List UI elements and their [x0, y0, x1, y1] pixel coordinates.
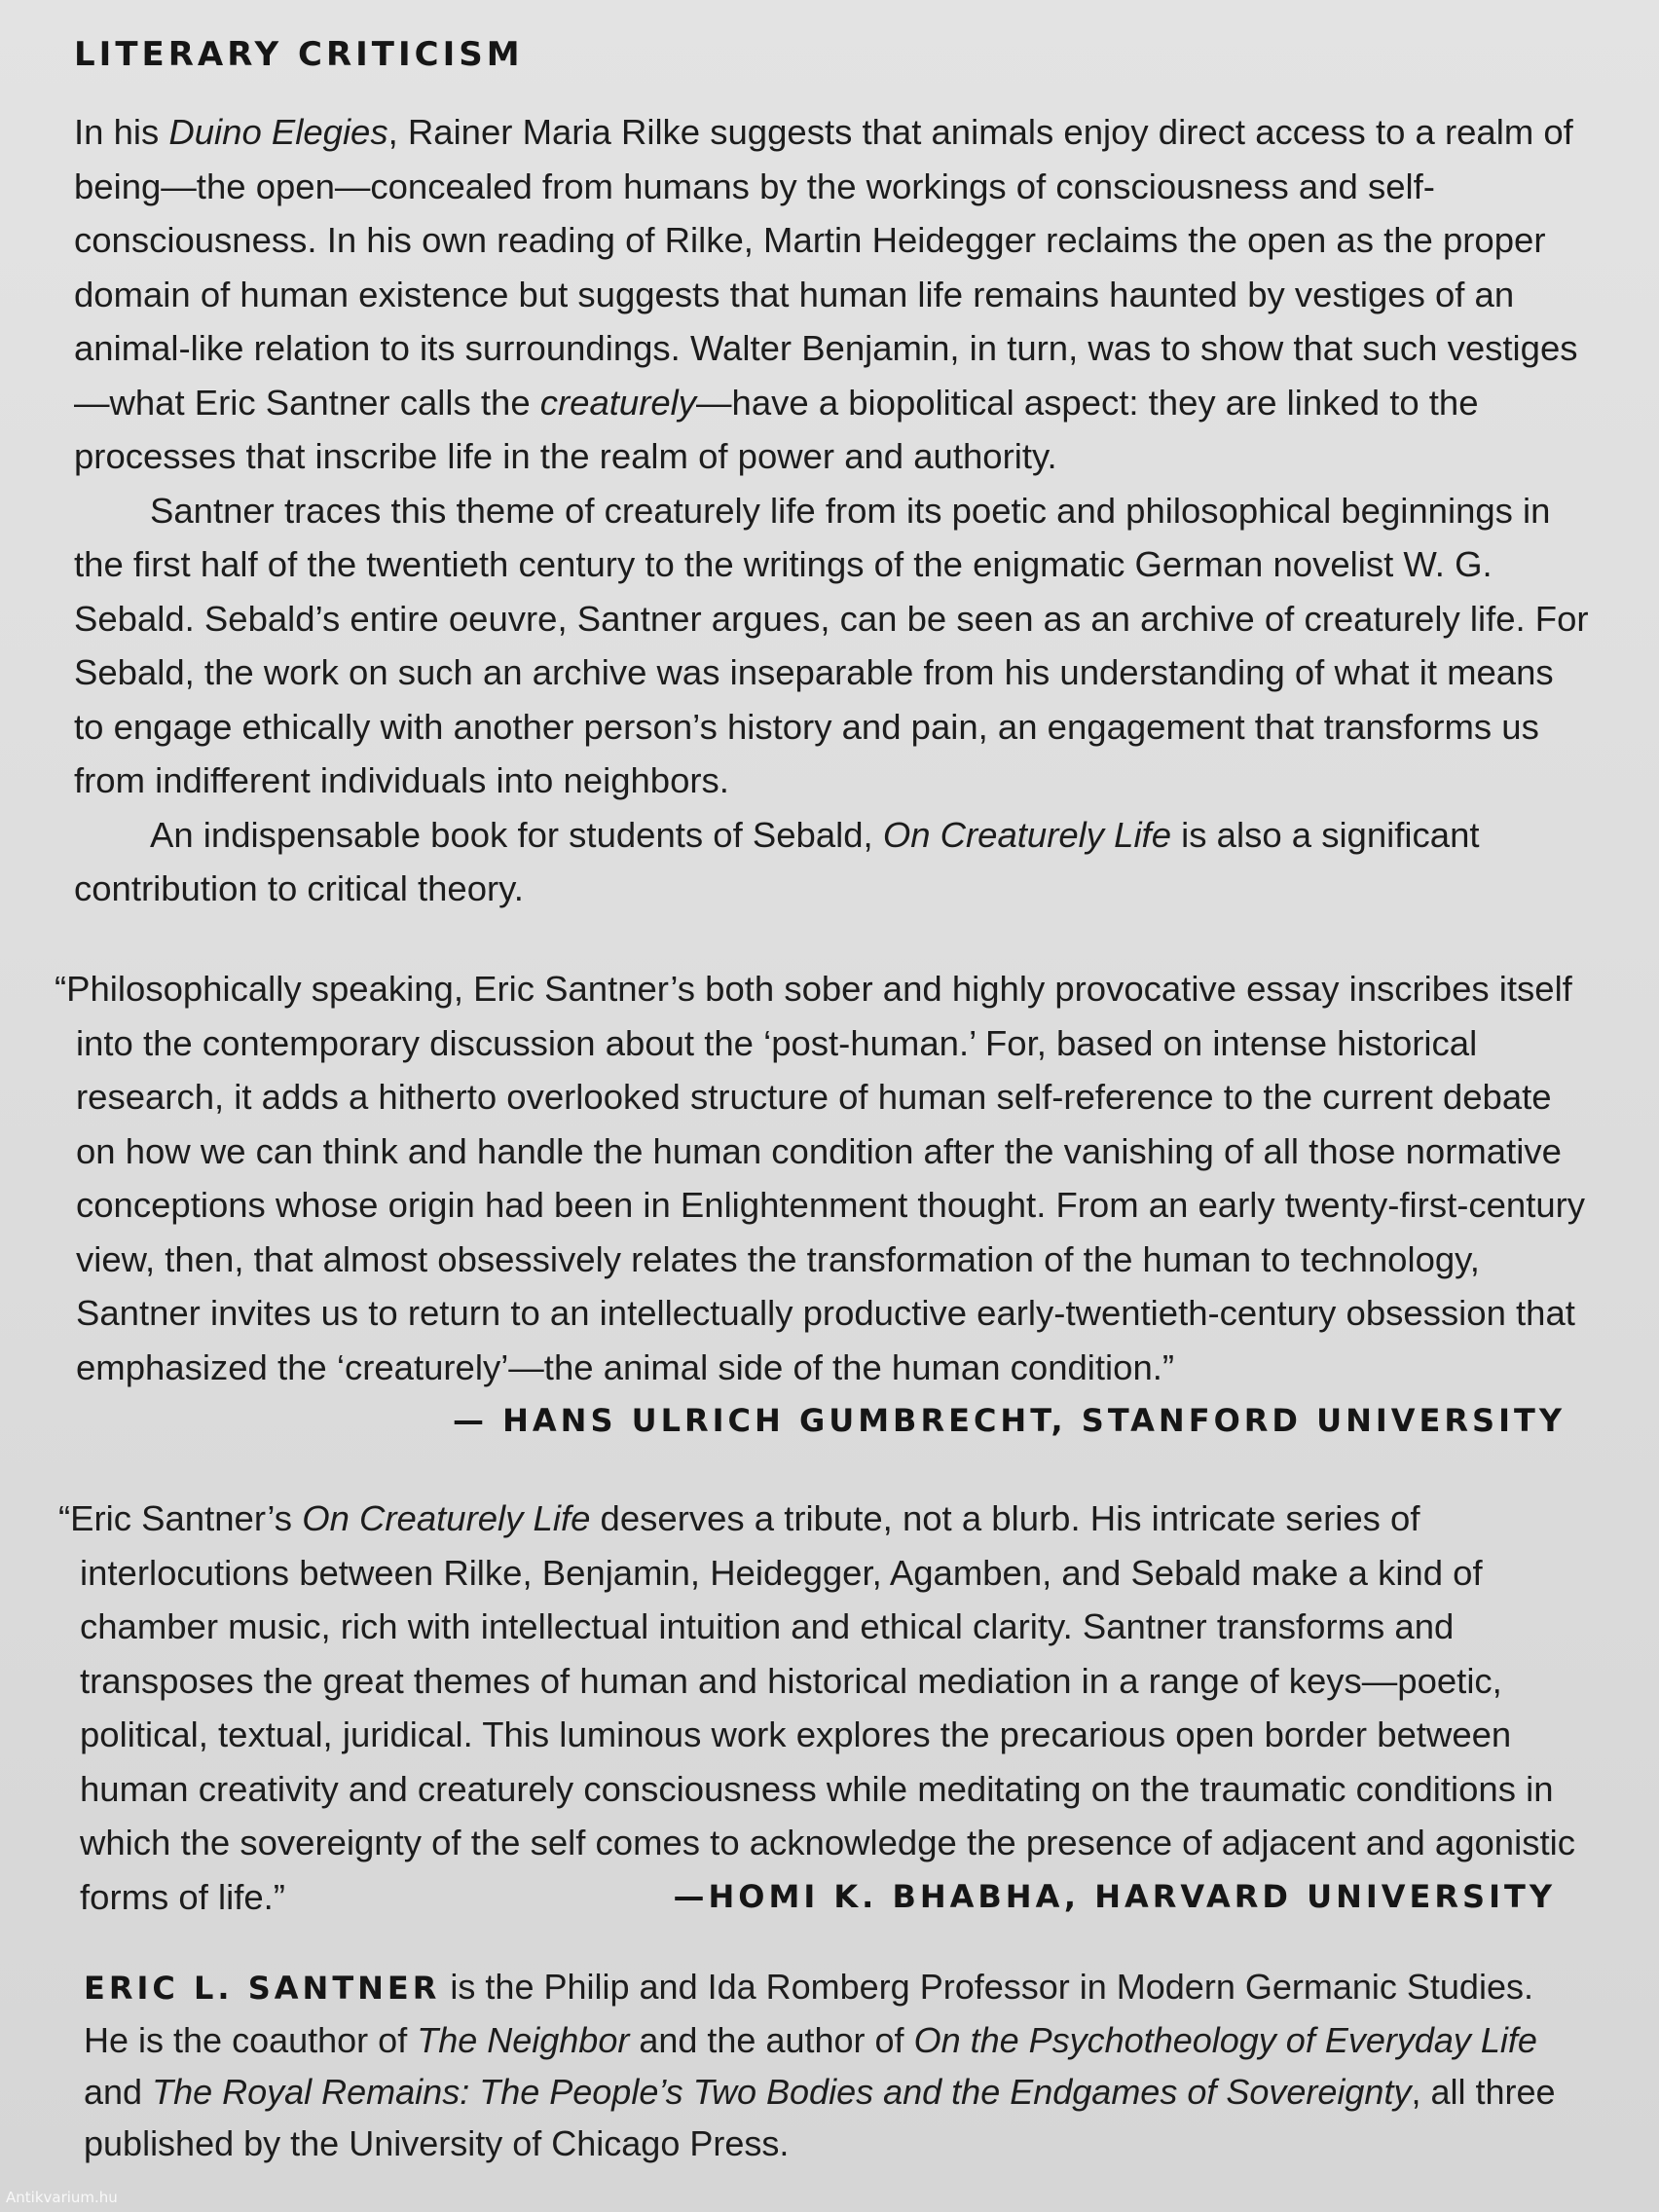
title-on-creaturely-life: On Creaturely Life [302, 1498, 591, 1538]
blurb-gumbrecht [55, 962, 1593, 1449]
title-duino-elegies: Duino Elegies [168, 112, 388, 152]
title-the-neighbor: The Neighbor [417, 2020, 630, 2060]
synopsis-paragraph-3: An indispensable book for students of Sebald, On Creaturely Life is also a significant contribution to critical theory. [74, 814, 1480, 908]
author-name: ERIC L. SANTNER [84, 1970, 441, 2007]
synopsis-paragraph-1: In his Duino Elegies, Rainer Maria Rilke suggests that animals enjoy direct access to a realm of being—the open—concealed from humans by the workings of consciousness and self-consciousness. In his own reading of Rilke, Martin Heidegger reclaims the open as the proper domain of human existence but suggests that human life remains haunted by vestiges of an animal-like relation to its surroundings. Walter Benjamin, in turn, was to show that such vestiges—what Eric Santner calls the creaturely—have a biopolitical aspect: they are linked to the processes that inscribe life in the realm of power and authority. [74, 112, 1578, 476]
synopsis [74, 105, 1593, 916]
term-creaturely: creaturely [539, 382, 697, 423]
category-heading: LITERARY CRITICISM [74, 35, 524, 74]
blurb-bhabha-attribution: —HOMI K. BHABHA, HARVARD UNIVERSITY [673, 1877, 1556, 1915]
synopsis-paragraph-2: Santner traces this theme of creaturely life from its poetic and philosophical beginnings in the first half of the twentieth century to the writings of the enigmatic German novelist W. G. Sebald. Sebald’s entire oeuvre, Santner argues, can be seen as an archive of creaturely life. For Sebald, the work on such an archive was inseparable from his understanding of what it means to engage ethically with another person’s history and pain, an engagement that transforms us from indifferent individuals into neighbors. [74, 490, 1589, 800]
blurb-bhabha-text: “Eric Santner’s On Creaturely Life deserves a tribute, not a blurb. His intricate series of interlocutions between Rilke, Benjamin, Heidegger, Agamben, and Sebald make a kind of chamber music, rich with intellectual intuition and ethical clarity. Santner transforms and transposes the great themes of human and historical mediation in a range of keys—poetic, political, textual, juridical. This luminous work explores the precarious open border between human creativity and creaturely consciousness while meditating on the traumatic conditions in which the sovereignty of the self comes to acknowledge the presence of adjacent and agonistic forms of life.” —HOMI K. BHABHA, HARVARD UNIVERSITY [58, 1492, 1577, 1924]
title-on-creaturely-life: On Creaturely Life [882, 814, 1172, 855]
author-bio-text: ERIC L. SANTNER is the Philip and Ida Romberg Professor in Modern Germanic Studies. He is the coauthor of The Neighbor and the author of On the Psychotheology of Everyday Life and The Royal Remains: The People’s Two Bodies and the Endgames of Sovereignty, all three published by the University of Chicago Press. [84, 1967, 1556, 2163]
title-psychotheology: On the Psychotheology of Everyday Life [913, 2020, 1537, 2060]
blurb-gumbrecht-attribution: — HANS ULRICH GUMBRECHT, STANFORD UNIVERSITY [452, 1402, 1566, 1439]
watermark: Antikvarium.hu [6, 2189, 118, 2206]
author-bio [84, 1961, 1583, 2169]
blurb-gumbrecht-text: “Philosophically speaking, Eric Santner’s both sober and highly provocative essay inscribes itself into the contemporary discussion about the ‘post-human.’ For, based on intense historical research, it adds a hitherto overlooked structure of human self-reference to the current debate on how we can think and handle the human condition after the vanishing of all those normative conceptions whose origin had been in Enlightenment thought. From an early twenty-first-century view, then, that almost obsessively relates the transformation of the human to technology, Santner invites us to return to an intellectually productive early-twentieth-century obsession that emphasized the ‘creaturely’—the animal side of the human condition.” [55, 969, 1586, 1387]
title-royal-remains: The Royal Remains: The People’s Two Bodies and the Endgames of Sovereignty [152, 2072, 1412, 2112]
blurb-bhabha [58, 1492, 1577, 1924]
